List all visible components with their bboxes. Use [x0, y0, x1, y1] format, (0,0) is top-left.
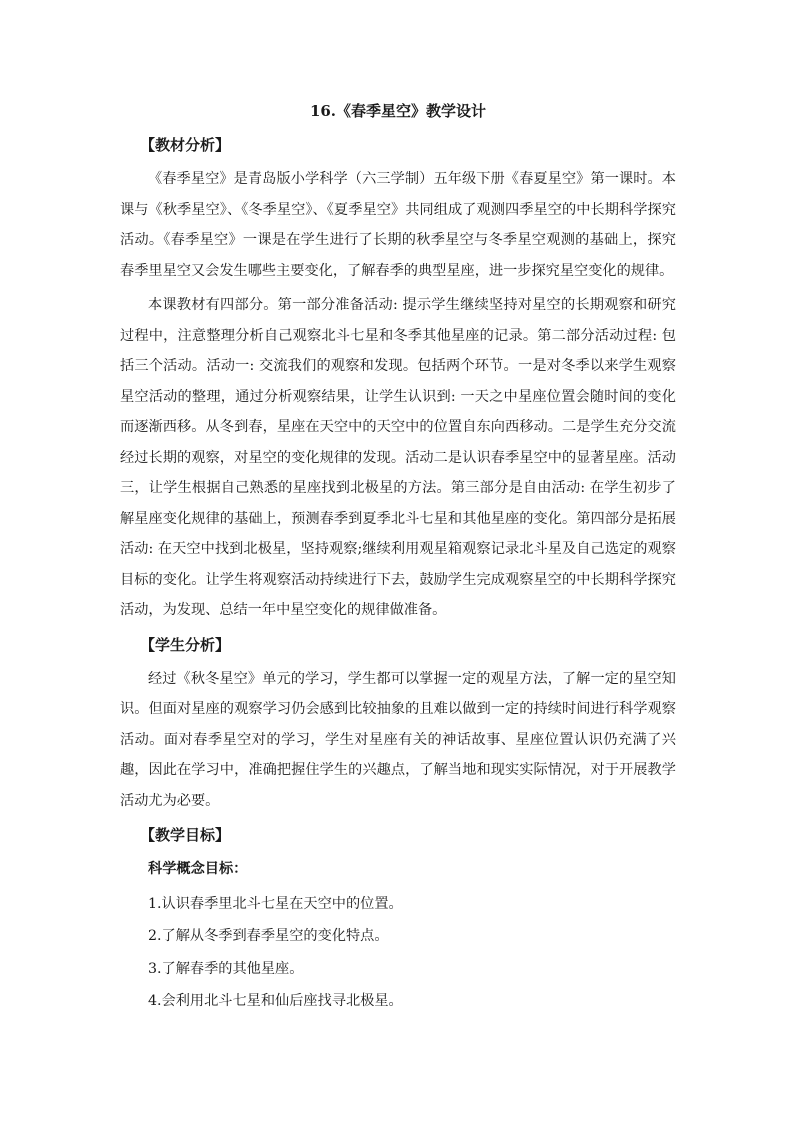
- goal-list-item-1: 1.认识春季里北斗七星在天空中的位置。: [148, 895, 403, 912]
- document-page: [120, 96, 676, 1019]
- paragraph-textbook-analysis-2: 本课教材有四部分。第一部分准备活动: 提示学生继续坚持对星空的长期观察和研究过程中，注意整理分析自己观察北斗七星和冬季其他星座的记录。第二部分活动过程: 包括三个活动。活动一: 交流我们的观察和发现。包括两个环节。一是对冬季以来学生观察星空活动的整理，通过分析观察结果，让学生认识到: 一天之中星座位置会随时间的变化而逐渐西移。从冬到春，星座在天空中的天空中的位置自东向西移动。二是学生充分交流经过长期的观察，对星空的变化规律的发现。活动二是认识春季星空中的显著星座。活动三，让学生根据自己熟悉的星座找到北极星的方法。第三部分是自由活动: 在学生初步了解星座变化规律的基础上，预测春季到夏季北斗七星和其他星座的变化。第四部分是拓展活动: 在天空中找到北极星，坚持观察;继续利用观星箱观察记录北斗星及自己选定的观察目标的变化。让学生将观察活动持续进行下去，鼓励学生完成观察星空的中长期科学探究活动，为发现、总结一年中星空变化的规律做准备。: [120, 297, 676, 618]
- subheading-science-concept-goals: 科学概念目标：: [148, 861, 248, 877]
- section-heading-teaching-goals: 【教学目标】: [140, 826, 231, 844]
- goal-list-item-4: 4.会利用北斗七星和仙后座找寻北极星。: [148, 993, 403, 1009]
- document-title: 16.《春季星空》教学设计: [309, 102, 487, 120]
- paragraph-textbook-analysis-1: 《春季星空》是青岛版小学科学（六三学制）五年级下册《春夏星空》第一课时。本课与《秋季星空》、《冬季星空》、《夏季星空》共同组成了观测四季星空的中长期科学探究活动。《春季星空》一课是在学生进行了长期的秋季星空与冬季星空观测的基础上，探究春季里星空又会发生哪些主要变化，了解春季的典型星座，进一步探究星空变化的规律。: [120, 171, 676, 279]
- paragraph-student-analysis-1: 经过《秋冬星空》单元的学习，学生都可以掌握一定的观星方法，了解一定的星空知识。但面对星座的观察学习仍会感到比较抽象的且难以做到一定的持续时间进行科学观察活动。面对春季星空对的学习，学生对星座有关的神话故事、星座位置认识仍充满了兴趣，因此在学习中，准确把握住学生的兴趣点，了解当地和现实实际情况，对于开展教学活动尤为必要。: [120, 670, 676, 809]
- section-heading-student-analysis: 【学生分析】: [140, 635, 231, 654]
- goal-list-item-2: 2.了解从冬季到春季星空的变化特点。: [148, 928, 389, 944]
- section-heading-textbook-analysis: 【教材分析】: [140, 136, 231, 154]
- goal-list-item-3: 3.了解春季的其他星座。: [148, 960, 304, 977]
